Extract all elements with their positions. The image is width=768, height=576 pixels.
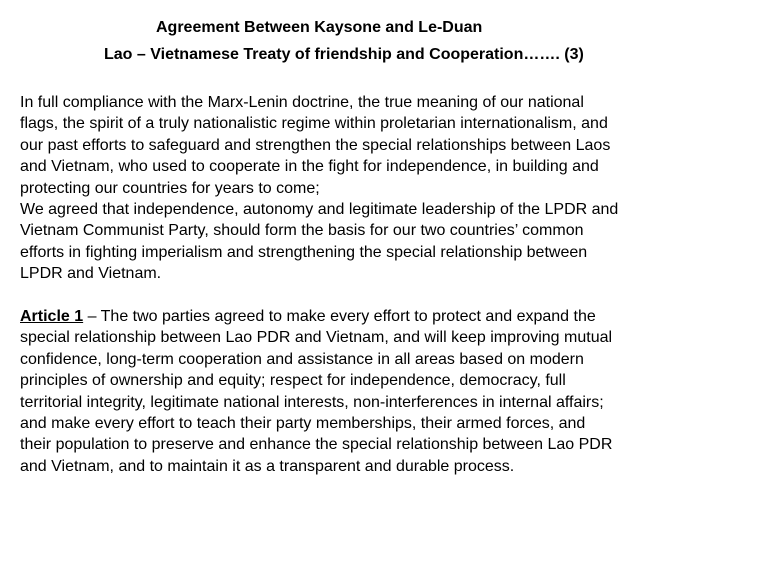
document-body [20,92,760,477]
article-1-first-line-text: – The two parties agreed to make every effort to protect and expand the [83,308,596,326]
preamble-line: our past efforts to safeguard and strengthen the special relationships between Laos [20,136,611,154]
article-1-label: Article 1 [20,308,84,326]
title-line-1: Agreement Between Kaysone and Le-Duan [156,19,483,36]
preamble-line: protecting our countries for years to come; [20,179,320,197]
preamble-line: LPDR and Vietnam. [20,265,162,283]
article-1-line: territorial integrity, legitimate national interests, non-interferences in internal affairs; [20,393,604,411]
preamble-line: We agreed that independence, autonomy and legitimate leadership of the LPDR and [20,201,619,219]
article-1-first-line [20,306,760,327]
article-1-line: and make every effort to teach their party memberships, their armed forces, and [20,415,586,433]
preamble-line: efforts in fighting imperialism and strengthening the special relationship between [20,243,588,261]
article-1-line: confidence, long-term cooperation and assistance in all areas based on modern [20,350,584,368]
preamble-paragraph [20,92,760,285]
title-line-2: Lao – Vietnamese Treaty of friendship and Cooperation……. (3) [104,46,584,63]
article-1-line: special relationship between Lao PDR and Vietnam, and will keep improving mutual [20,329,613,347]
article-1-line: and Vietnam, and to maintain it as a transparent and durable process. [20,457,515,475]
paragraph-gap [20,285,760,306]
preamble-line: and Vietnam, who used to cooperate in the fight for independence, in building and [20,158,599,176]
preamble-line: In full compliance with the Marx-Lenin doctrine, the true meaning of our national [20,94,584,111]
preamble-line: Vietnam Communist Party, should form the basis for our two countries’ common [20,222,584,240]
article-1-line: their population to preserve and enhance the special relationship between Lao PDR [20,436,613,454]
article-1-line: principles of ownership and equity; respect for independence, democracy, full [20,372,566,390]
preamble-line: flags, the spirit of a truly nationalistic regime within proletarian internationalism, and [20,115,608,133]
article-1-paragraph [20,306,760,477]
